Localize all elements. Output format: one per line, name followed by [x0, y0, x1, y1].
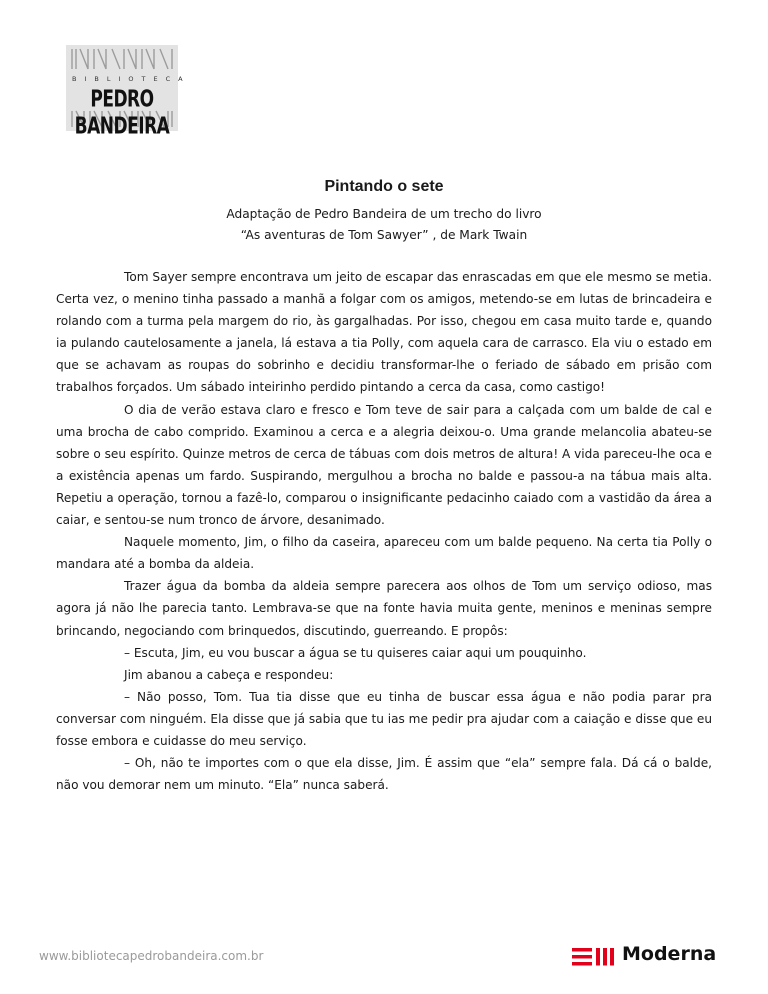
- paragraph: Naquele momento, Jim, o filho da caseira, apareceu com um balde pequeno. Na certa tia Polly o mandara até a bomba da aldeia.: [56, 535, 712, 572]
- subtitle-line-1: Adaptação de Pedro Bandeira de um trecho do livro: [226, 207, 542, 221]
- subtitle-line-2: “As aventuras de Tom Sawyer” , de Mark Twain: [240, 228, 528, 242]
- paragraph: – Oh, não te importes com o que ela disse, Jim. É assim que “ela” sempre fala. Dá cá o balde, não vou demorar nem um minuto. “Ela” nunca saberá.: [56, 756, 712, 793]
- paragraph: Jim abanou a cabeça e respondeu:: [124, 667, 334, 682]
- moderna-logo-icon: [572, 948, 616, 966]
- story-body: [56, 266, 712, 796]
- paragraph: Tom Sayer sempre encontrava um jeito de escapar das enrascadas em que ele mesmo se metia. Certa vez, o menino tinha passado a manhã a folgar com os amigos, metendo-se em lutas de brincadeira e rolando com a turma pela margem do rio, às gargalhadas. Por isso, chegou em casa muito tarde e, quando ia pulando cautelosamente a janela, lá estava a tia Polly, com aquela cara de carrasco. Ela viu o estado em que se achavam as roupas do sobrinho e decidiu transformar-lhe o feriado de sábado em prisão com trabalhos forçados. Um sábado inteirinho perdido pintando a cerca da casa, como castigo!: [56, 270, 712, 395]
- paragraph: – Escuta, Jim, eu vou buscar a água se tu quiseres caiar aqui um pouquinho.: [124, 645, 587, 660]
- paragraph: Trazer água da bomba da aldeia sempre parecera aos olhos de Tom um serviço odioso, mas agora já não lhe parecia tanto. Lembrava-se que na fonte havia muita gente, meninos e meninas sempre brincando, negociando com brinquedos, discutindo, guerreando. E propôs:: [56, 579, 712, 638]
- brand-name: Moderna: [622, 943, 717, 965]
- footer-website-link[interactable]: www.bibliotecapedrobandeira.com.br: [39, 949, 264, 963]
- logo-label-small: BIBLIOTECA: [72, 75, 191, 83]
- logo-label-large: PEDRO BANDEIRA: [74, 86, 170, 140]
- library-logo: [66, 45, 191, 140]
- paragraph: – Não posso, Tom. Tua tia disse que eu tinha de buscar essa água e não podia parar pra conversar com ninguém. Ela disse que já sabia que tu ias me pedir pra ajudar com a caiação e disse que eu fosse embora e cuidasse do meu serviço.: [56, 689, 712, 748]
- page-title: Pintando o sete: [324, 178, 444, 195]
- paragraph: O dia de verão estava claro e fresco e Tom teve de sair para a calçada com um balde de cal e uma brocha de cabo comprido. Examinou a cerca e a alegria deixou-o. Uma grande melancolia abateu-se sobre o seu espírito. Quinze metros de cerca de tábuas com dois metros de altura! A vida pareceu-lhe oca e a existência apenas um fardo. Suspirando, mergulhou a brocha no balde e passou-a na tábua mais alta. Repetiu a operação, tornou a fazê-lo, comparou o insignificante pedacinho caiado com a vastidão da área a caiar, e sentou-se num tronco de árvore, desanimado.: [56, 402, 712, 528]
